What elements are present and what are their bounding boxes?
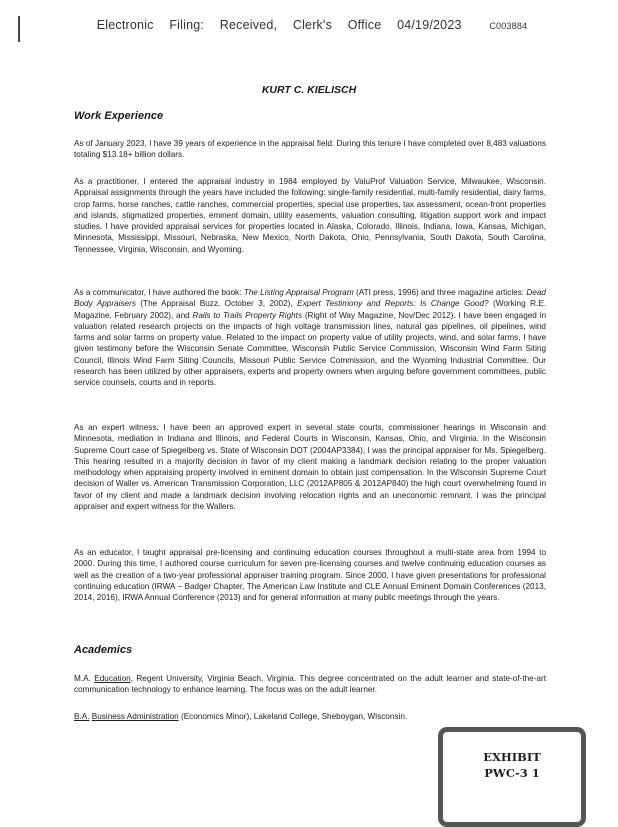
exhibit-number: PWC-3 1 <box>484 766 540 780</box>
academics-ma <box>74 673 546 696</box>
document-title: KURT C. KIELISCH <box>261 84 357 96</box>
degree-field: Business Administration <box>91 712 179 721</box>
article-title: Rails to Trails Property Rights <box>192 310 303 320</box>
p3-text: (The Appraisal Buzz, October 3, 2002), <box>140 299 293 309</box>
work-paragraph-3 <box>74 287 546 388</box>
p3-text: (Right of Way Magazine, Nov/Dec 2012). I have been engaged in valuation related research projects on the impacts of high voltage transmission lines, natural gas pipelines, oil pipelines, wind farms and solar farms on property value. Related to the impact on property value of utility projects, wind, and solar farms, I have given testimony before the Wisconsin Senate Committee, Wisconsin Public Service Commission, Wisconsin Wind Farm Siting Council, Illinois Wind Farm Siting Councils, Missouri Public Service Commission, and the Wyoming Industrial Committee. Our research has been utilized by other appraisers, experts and property owners when arguing before government committees, public service counsels, courts and in reports. <box>74 310 546 387</box>
header-date: 04/19/2023 <box>397 18 462 32</box>
degree-abbr: M.A. <box>74 674 91 683</box>
exhibit-label: EXHIBIT <box>483 750 541 764</box>
header-word: Filing: <box>169 18 205 32</box>
academics-ba <box>74 711 546 722</box>
work-paragraph-4: As an expert witness, I have been an approved expert in several state courts, commissioner hearings in Wisconsin and Minnesota, mediation in Indiana and Illinois, and Federal Courts in Wisconsin, Kansas, Ohio, and Virginia. In the Wisconsin Supreme Court case of Spiegelberg vs. State of Wisconsin DOT (2004AP3384), I was the principal appraiser for Ms. Spiegelberg. This hearing resulted in a majority decision in favor of my client making a landmark decision relating to the proper valuation methodology when appraising property involved in eminent domain to obtain just compensation. In the Wisconsin Supreme Court decision of Waller vs. American Transmission Corporation, LLC (2012AP805 & 2012AP840) the high court overwhelming found in favor of my client and made a landmark decision involving relocation rights and an uneconomic remnant. I was the principal appraiser and expert witness for the Wallers. <box>74 423 546 511</box>
work-experience-heading: Work Experience <box>74 110 164 122</box>
degree-details: (Economics Minor), Lakeland College, Sheboygan, Wisconsin. <box>180 712 408 721</box>
book-title: The Listing Appraisal Program <box>243 288 354 297</box>
p3-text: (Working R.E. Magazine, February 2002), and <box>74 299 546 320</box>
p3-text: As a communicator, I have authored the book: <box>74 288 242 297</box>
work-paragraph-5: As an educator, I taught appraisal pre-licensing and continuing education courses throughout a multi-state area from 1994 to 2000. During this time, I authored course curriculum for seven pre-licensing courses and twelve continuing education courses as well as the creation of a two-year professional appraiser training program. Since 2000, I have given presentations for professional continuing education (IRWA – Badger Chapter, The American Law Institute and CLE Annual Eminent Domain Conferences (2013, 2014, 2016), IRWA Annual Conference (2013) and for general information at many public meetings through the years. <box>74 548 546 602</box>
header-code: C003884 <box>489 21 528 31</box>
academics-heading: Academics <box>74 644 133 656</box>
header-word: Received, <box>219 18 278 32</box>
article-title: Dead Body Appraisers <box>74 288 546 309</box>
work-paragraph-2: As a practitioner, I entered the appraisal industry in 1984 employed by ValuProf Valuation Service, Milwaukee, Wisconsin. Appraisal assignments through the years have included the following: single-family residential, multi-family residential, dairy farms, crop farms, horse ranches, cattle ranches, commercial properties, special use properties, tax assessment, ocean-front properties and islands, stigmatized properties, eminent domain, utility easements, valuation consulting, litigation support work and impact studies. I have provided appraisal services for properties located in Alaska, Colorado, Illinois, Indiana, Iowa, Kansas, Michigan, Minnesota, Mississippi, Missouri, Nebraska, New Mexico, North Dakota, Ohio, Pennsylvania, South Dakota, South Carolina, Tennessee, Virginia, Wisconsin, and Wyoming. <box>74 177 546 254</box>
degree-abbr: B.A. <box>74 712 90 721</box>
work-paragraph-1: As of January 2023, I have 39 years of experience in the appraisal field. During this tenure I have completed over 8,483 valuations totaling $13.18+ billion dollars. <box>74 139 546 160</box>
degree-field: Education <box>94 674 131 683</box>
header-word: Electronic <box>96 18 154 32</box>
exhibit-stamp <box>438 727 586 827</box>
article-title: Expert Testimony and Reports: Is Change Good? <box>297 299 489 309</box>
p3-text: (ATI press, 1996) and three magazine articles: <box>356 288 525 297</box>
header-word: Office <box>347 18 382 32</box>
header-word: Clerk's <box>292 18 333 32</box>
degree-details: , Regent University, Virginia Beach, Virginia. This degree concentrated on the adult learner and state-of-the-art communication technology to enhance learning. The focus was on the adult learner. <box>74 674 546 695</box>
filing-header <box>0 18 618 32</box>
